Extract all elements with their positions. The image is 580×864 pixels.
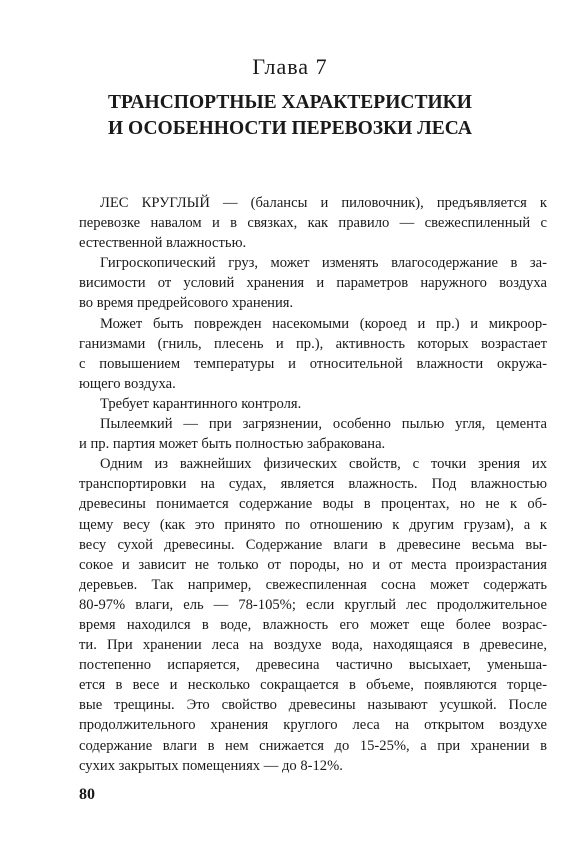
chapter-title-line: ТРАНСПОРТНЫЕ ХАРАКТЕРИСТИКИ [108,92,472,113]
text-line: вые трещины. Это свойство древесины называют усушкой. После [79,697,547,714]
text-line: деревьев. Так например, свежеспиленная сосна может содержать [79,576,547,593]
text-line: сухих закрытых помещениях — до 8-12%. [79,757,343,774]
text-line: продолжительного хранения круглого леса на открытом воздухе [79,717,547,734]
text-line: весу сухой древесины. Содержание влаги в древесине весьма вы- [79,536,547,553]
text-line: транспортировки на судах, является влажность. Под влажностью [79,476,547,493]
text-line: Требует карантинного контроля. [100,395,302,412]
text-line: Пылеемкий — при загрязнении, особенно пылью угля, цемента [100,416,547,433]
text-line: естественной влажностью. [79,235,247,252]
text-line: Одним из важнейших физических свойств, с точки зрения их [100,456,547,473]
text-line: постепенно испаряется, древесина частично высыхает, уменьша- [79,657,547,674]
chapter-title [60,90,520,142]
body-text [79,193,547,776]
text-line: древесины понимается содержание воды в процентах, но не к об- [79,496,547,513]
page-number: 80 [79,786,95,803]
text-line: ти. При хранении леса на воздухе вода, находящаяся в древесине, [79,637,547,654]
text-line: ЛЕС КРУГЛЫЙ — (балансы и пиловочник), предъявляется к [100,195,547,211]
text-line: сокое и зависит не только от породы, но и от места произрастания [79,556,547,573]
text-line: Гигроскопический груз, может изменять влагосодержание в за- [100,255,547,272]
text-line: Может быть поврежден насекомыми (короед и пр.) и микроор- [100,315,547,332]
text-line: ющего воздуха. [79,375,176,392]
text-line: ганизмами (гниль, плесень и пр.), активность которых возрастает [79,335,547,352]
text-line: перевозке навалом и в связках, как правило — свежеспиленный с [79,215,547,232]
text-line: содержание влаги в нем снижается до 15-25%, а при хранении в [79,737,547,754]
chapter-label: Глава 7 [252,54,328,79]
text-line: ется в весе и несколько сокращается в объеме, появляются торце- [79,677,547,694]
text-line: висимости от условий хранения и параметров наружного воздуха [79,275,547,292]
text-line: с повышением температуры и относительной влажности окружа- [79,355,547,372]
chapter-title-line: И ОСОБЕННОСТИ ПЕРЕВОЗКИ ЛЕСА [108,118,472,139]
text-line: время находился в воде, влажность его может еще более возрас- [79,616,547,633]
text-line: во время предрейсового хранения. [79,295,294,312]
text-line: 80-97% влаги, ель — 78-105%; если круглый лес продолжительное [79,596,547,613]
text-line: и пр. партия может быть полностью забракована. [79,436,386,453]
text-line: щему весу (как это принято по отношению к другим грузам), а к [79,516,547,533]
